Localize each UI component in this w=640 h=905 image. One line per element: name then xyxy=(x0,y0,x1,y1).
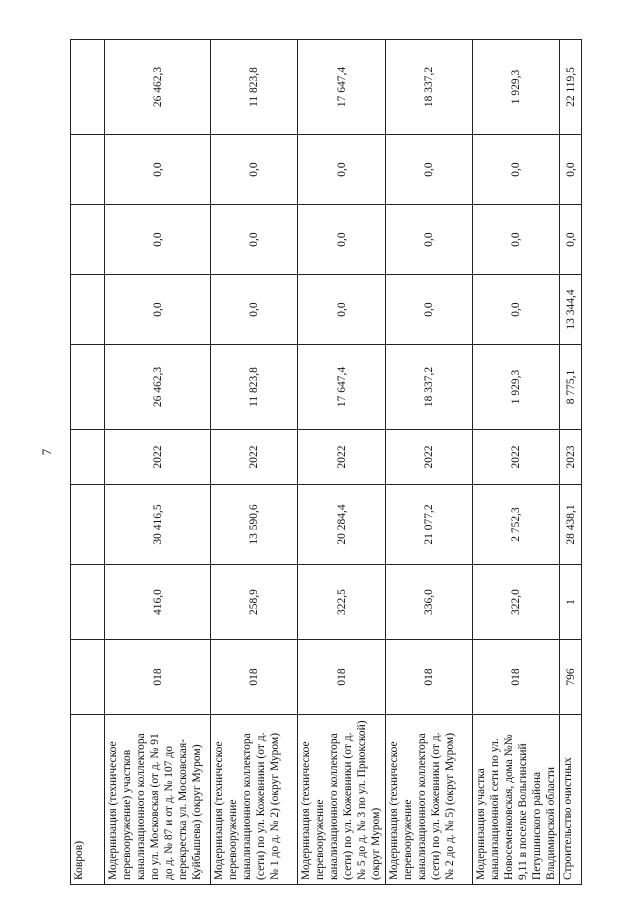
total-cost-cell: 20 284,4 xyxy=(298,485,386,565)
unit-code-cell: 018 xyxy=(211,640,298,715)
value-cell: 0,0 xyxy=(105,275,211,345)
total-cost-cell: 2 752,3 xyxy=(473,485,560,565)
value-cell: 0,0 xyxy=(211,135,298,205)
sum-cell: 17 647,4 xyxy=(298,40,386,135)
page-number: 7 xyxy=(39,448,54,456)
table-cell xyxy=(71,135,105,205)
table-row xyxy=(386,40,473,885)
table-cell xyxy=(71,640,105,715)
value-cell: 0,0 xyxy=(298,205,386,275)
table-row xyxy=(560,40,582,885)
description-cell: Модернизация (техническое перевооружение канализационного коллектора (сети) по ул. Кожевники (от д. № 5 до д. № 3 по ул. Приокской) (округ Муром) xyxy=(298,715,386,885)
total-cost-cell: 28 438,1 xyxy=(560,485,582,565)
quantity-cell: 336,0 xyxy=(386,565,473,640)
value-cell: 18 337,2 xyxy=(386,345,473,430)
value-cell: 1 929,3 xyxy=(473,345,560,430)
sum-cell: 26 462,3 xyxy=(105,40,211,135)
value-cell: 0,0 xyxy=(386,205,473,275)
description-cell: Модернизация (техническое перевооружение канализационного коллектора (сети) по ул. Кожевники (от д. № 2 до д. № 5) (округ Муром) xyxy=(386,715,473,885)
value-cell: 8 775,1 xyxy=(560,345,582,430)
value-cell: 26 462,3 xyxy=(105,345,211,430)
unit-code-cell: 018 xyxy=(105,640,211,715)
sum-cell: 22 119,5 xyxy=(560,40,582,135)
table-row xyxy=(71,40,105,885)
table-row xyxy=(211,40,298,885)
sum-cell: 18 337,2 xyxy=(386,40,473,135)
value-cell: 0,0 xyxy=(298,135,386,205)
table-cell xyxy=(71,275,105,345)
value-cell: 0,0 xyxy=(298,275,386,345)
quantity-cell: 322,5 xyxy=(298,565,386,640)
table-row xyxy=(473,40,560,885)
table-row xyxy=(298,40,386,885)
table-cell xyxy=(71,565,105,640)
unit-code-cell: 018 xyxy=(386,640,473,715)
value-cell: 0,0 xyxy=(560,205,582,275)
quantity-cell: 416,0 xyxy=(105,565,211,640)
value-cell: 0,0 xyxy=(386,135,473,205)
unit-code-cell: 018 xyxy=(473,640,560,715)
unit-code-cell: 796 xyxy=(560,640,582,715)
description-cell: Модернизация (техническое перевооружение) участков канализационного коллектора по ул. Московская (от д. № 91 до д. № 87 и от д. № 107 до перекрестка ул. Московская-Куйбышева) (округ Муром) xyxy=(105,715,211,885)
unit-code-cell: 018 xyxy=(298,640,386,715)
value-cell: 0,0 xyxy=(560,135,582,205)
description-cell: Строительство очистных xyxy=(560,715,582,885)
year-cell: 2022 xyxy=(105,430,211,485)
value-cell: 17 647,4 xyxy=(298,345,386,430)
quantity-cell: 322,0 xyxy=(473,565,560,640)
budget-table xyxy=(70,39,582,885)
description-cell: Модернизация участка канализационной сети по ул. Новосеменковская, дома №№ 9,11 в поселке Вольгинский Петушинского района Владимирской области xyxy=(473,715,560,885)
total-cost-cell: 13 590,6 xyxy=(211,485,298,565)
total-cost-cell: 30 416,5 xyxy=(105,485,211,565)
value-cell: 0,0 xyxy=(211,205,298,275)
table-cell xyxy=(71,345,105,430)
value-cell: 0,0 xyxy=(386,275,473,345)
value-cell: 0,0 xyxy=(105,135,211,205)
value-cell: 13 344,4 xyxy=(560,275,582,345)
rotated-table-container xyxy=(70,40,577,885)
table-row xyxy=(105,40,211,885)
sum-cell: 1 929,3 xyxy=(473,40,560,135)
value-cell: 0,0 xyxy=(211,275,298,345)
table-cell xyxy=(71,430,105,485)
description-cell: Модернизация (техническое перевооружение канализационного коллектора (сети) по ул. Кожевники (от д. № 1 до д. № 2) (округ Муром) xyxy=(211,715,298,885)
value-cell: 0,0 xyxy=(473,275,560,345)
total-cost-cell: 21 077,2 xyxy=(386,485,473,565)
value-cell: 0,0 xyxy=(105,205,211,275)
table-cell xyxy=(71,205,105,275)
value-cell: 0,0 xyxy=(473,205,560,275)
sum-cell: 11 823,8 xyxy=(211,40,298,135)
year-cell: 2023 xyxy=(560,430,582,485)
year-cell: 2022 xyxy=(473,430,560,485)
table-cell xyxy=(71,485,105,565)
value-cell: 0,0 xyxy=(473,135,560,205)
value-cell: 11 823,8 xyxy=(211,345,298,430)
quantity-cell: 1 xyxy=(560,565,582,640)
year-cell: 2022 xyxy=(211,430,298,485)
description-cell: Ковров) xyxy=(71,715,105,885)
year-cell: 2022 xyxy=(298,430,386,485)
quantity-cell: 258,9 xyxy=(211,565,298,640)
table-cell xyxy=(71,40,105,135)
year-cell: 2022 xyxy=(386,430,473,485)
